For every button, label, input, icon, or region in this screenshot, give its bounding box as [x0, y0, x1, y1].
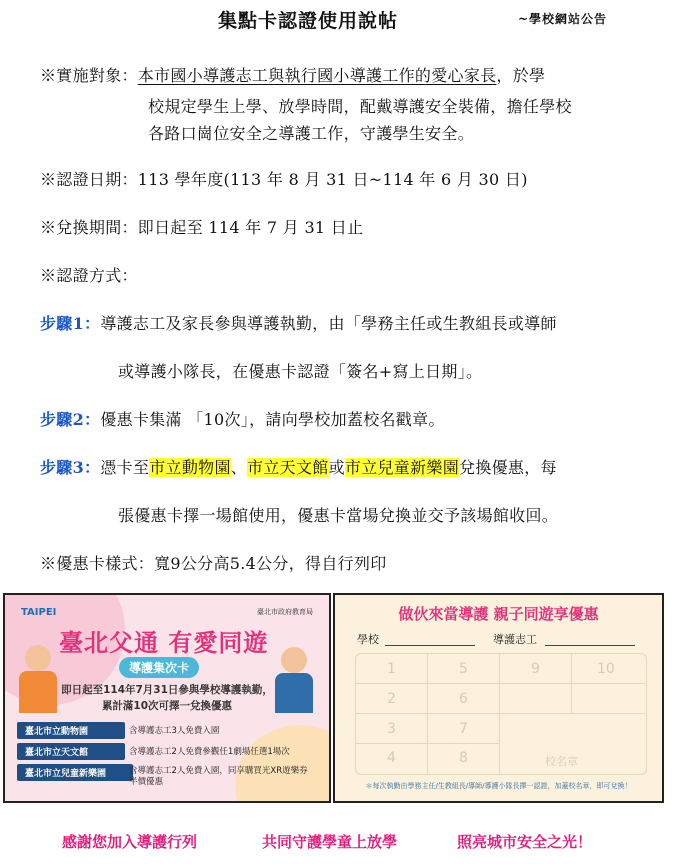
volunteer-line: [545, 645, 635, 646]
source-note: ~學校網站公告: [518, 12, 608, 26]
volunteer-figure: [281, 647, 307, 673]
target-line-1: [40, 66, 545, 86]
method-label: ※認證方式：: [40, 266, 138, 285]
cert-date: ※認證日期：113 學年度(113 年 8 月 31 日~114 年 6 月 30 日): [40, 170, 528, 189]
venue-badge: 臺北市立天文館: [17, 743, 125, 760]
step1-text: 導護志工及家長參與導護執勤，由「學務主任或生教組長或導師: [100, 314, 557, 333]
front-line-1: 即日起至114年7月31日參與學校導護執勤，: [61, 684, 273, 696]
grid-number: 5: [459, 661, 468, 677]
exchange-period: ※兌換期間：即日起至 114 年 7 月 31 日止: [40, 218, 364, 237]
grid-number: 4: [387, 750, 396, 766]
grid-number: 1: [387, 661, 396, 677]
target-line-3: 各路口崗位安全之導護工作，守護學生安全。: [148, 124, 475, 143]
grid-line: [355, 743, 499, 744]
grid-number: 8: [459, 750, 468, 766]
volunteer-label: 導護志工: [493, 633, 537, 646]
grid-line: [427, 653, 428, 775]
front-card: [3, 593, 331, 803]
step3-post: 兌換優惠，每: [459, 458, 557, 477]
deco-blob: [235, 725, 331, 803]
page-title: 集點卡認證使用說帖: [218, 10, 399, 32]
footer-phrase-3: 照亮城市安全之光！: [457, 833, 593, 851]
back-card: [333, 593, 664, 803]
school-label: 學校: [357, 633, 379, 646]
volunteer-figure: [25, 645, 51, 671]
target-rest: ，於學: [496, 66, 546, 85]
footer-phrase-2: 共同守護學童上放學: [262, 833, 398, 851]
grid-number: 2: [387, 691, 396, 707]
step1-line-1: [40, 314, 557, 334]
venue-astronomy: 市立天文館: [247, 458, 329, 477]
target-label: ※實施對象：: [40, 66, 138, 85]
grid-number: 10: [597, 661, 615, 677]
venue-badge: 臺北市立兒童新樂園: [17, 764, 133, 781]
venue-desc: 含導護志工3人免費入園: [129, 726, 220, 736]
grid-number: 7: [459, 721, 468, 737]
back-title: 做伙來當導護 親子同遊享優惠: [398, 605, 599, 623]
gov-label: 臺北市政府教育局: [257, 608, 313, 616]
footer-phrase-1: 感謝您加入導護行列: [62, 833, 198, 851]
grid-line: [355, 713, 645, 714]
step3-line-2: 張優惠卡擇一場館使用，優惠卡當場兌換並交予該場館收回。: [118, 506, 559, 525]
step2-label: 步驟2：: [40, 410, 101, 429]
target-underlined: 本市國小導護志工與執行國小導護工作的愛心家長: [137, 66, 497, 85]
taipei-logo: TAIPEI: [21, 607, 57, 618]
venue-childrens-park: 市立兒童新樂園: [344, 458, 460, 477]
step3-pre: 憑卡至: [100, 458, 150, 477]
back-footnote: ＊每次執勤由學務主任/生教組長/導師/導護小隊長擇一認證，加蓋校名章，即可兌換！: [365, 782, 632, 790]
target-line-2: 校規定學生上學、放學時間，配戴導護安全裝備，擔任學校: [148, 97, 572, 116]
step3-line-1: [40, 458, 557, 478]
grid-line: [355, 683, 645, 684]
front-title: 臺北父通 有愛同遊: [59, 628, 269, 657]
card-style: ※優惠卡樣式：寬9公分高5.4公分，得自行列印: [40, 554, 387, 573]
venue-desc: 含導護志工2人免費入園，同享購買光XR遊樂券半價優惠: [129, 766, 308, 787]
step1-line-2: 或導護小隊長，在優惠卡認證「簽名+寫上日期」。: [118, 362, 483, 381]
stamp-label: 校名章: [545, 755, 578, 768]
venue-desc: 含導護志工2人免費參觀任1劇場任選1場次: [129, 747, 290, 757]
grid-number: 9: [531, 661, 540, 677]
step3-label: 步驟3：: [40, 458, 101, 477]
step1-label: 步驟1：: [40, 314, 101, 333]
volunteer-vest: [19, 671, 57, 713]
front-subtitle: 導護集次卡: [119, 657, 199, 678]
grid-number: 6: [459, 691, 468, 707]
school-line: [385, 645, 475, 646]
step2: [40, 410, 445, 430]
venue-badge: 臺北市立動物園: [17, 722, 125, 739]
step2-text: 優惠卡集滿 「10次」，請向學校加蓋校名戳章。: [100, 410, 445, 429]
venue-zoo: 市立動物園: [149, 458, 231, 477]
step3-sep2: 或: [328, 458, 345, 477]
step3-sep1: 、: [230, 458, 248, 477]
grid-number: 3: [387, 721, 396, 737]
grid-line: [499, 653, 500, 775]
front-line-2: 累計滿10次可擇一兌換優惠: [101, 700, 233, 712]
volunteer-vest: [275, 673, 313, 713]
